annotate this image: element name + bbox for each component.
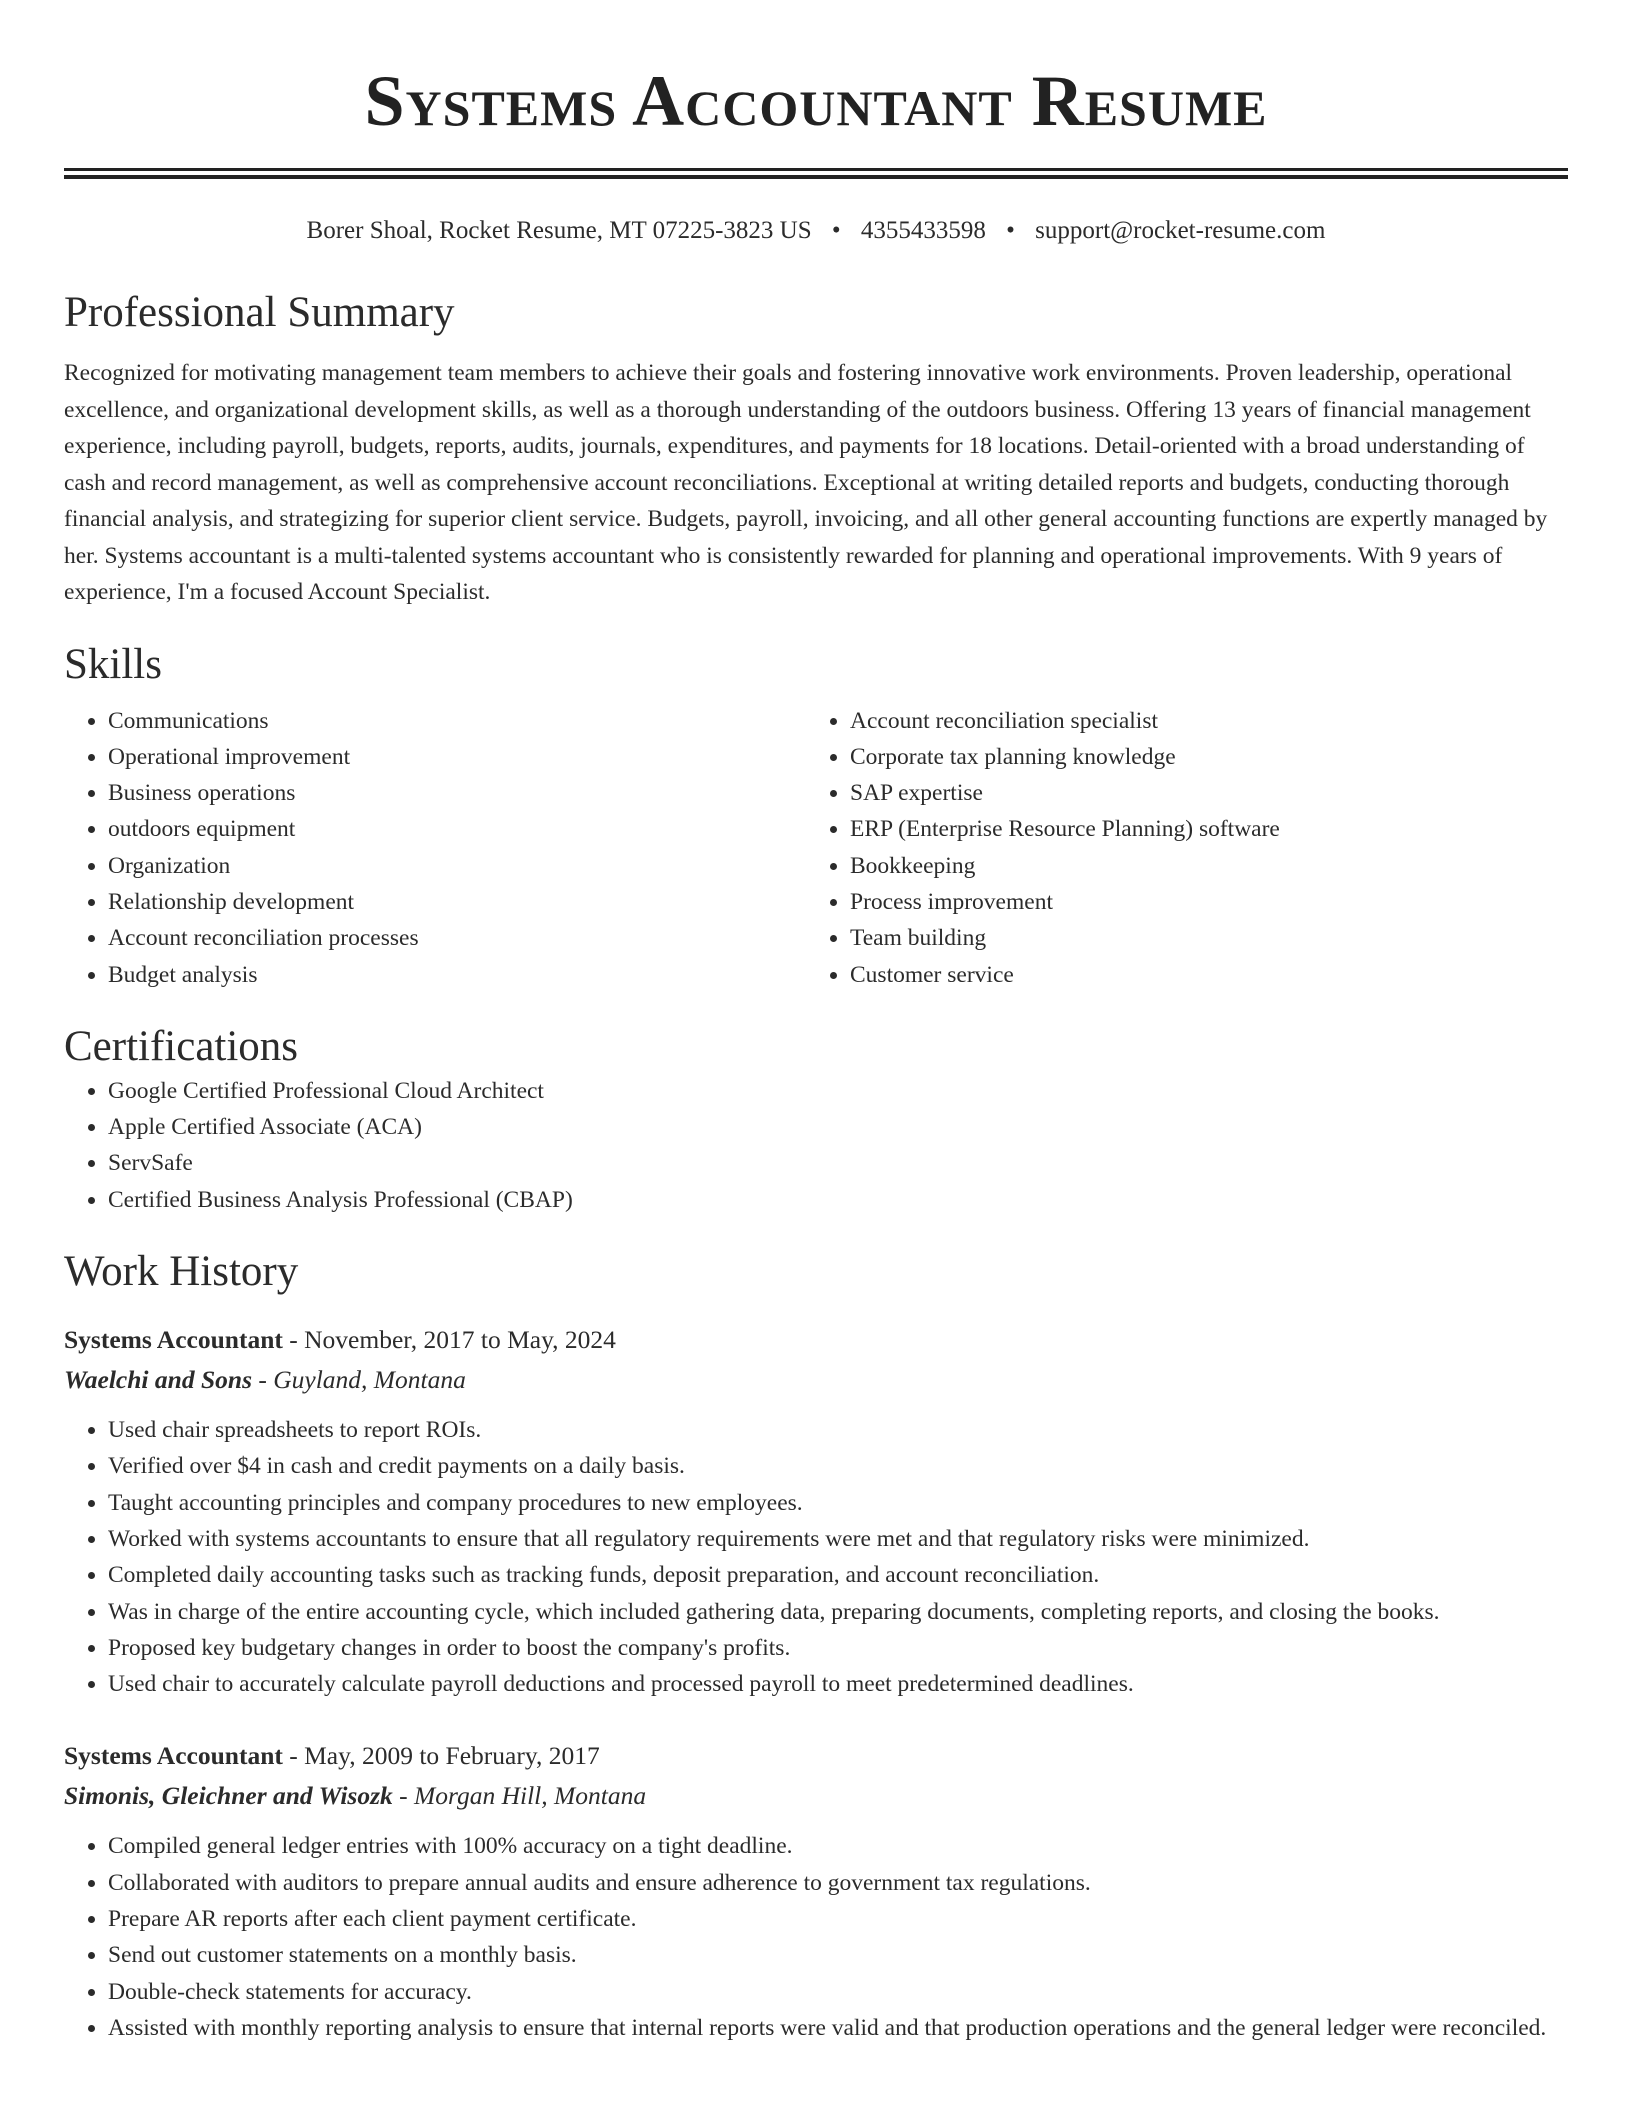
contact-address: Borer Shoal, Rocket Resume, MT 07225-3823 US <box>306 217 812 244</box>
job-location: - Morgan Hill, Montana <box>399 1781 647 1811</box>
job-duty-item: • Completed daily accounting tasks such as tracking funds, deposit preparation, and account reconciliation. <box>108 1557 1568 1593</box>
job-duty-item: • Used chair to accurately calculate payroll deductions and processed payroll to meet predetermined deadlines. <box>108 1666 1568 1702</box>
job-company-line <box>64 1360 1568 1400</box>
resume-title: Systems Accountant Resume <box>364 61 1268 141</box>
skill-item: • Account reconciliation processes <box>108 920 806 956</box>
job-company: Simonis, Gleichner and Wisozk <box>64 1781 393 1811</box>
job-location: - Guyland, Montana <box>258 1365 466 1395</box>
skill-item: • ERP (Enterprise Resource Planning) software <box>850 811 1548 847</box>
summary-text: Recognized for motivating management team members to achieve their goals and fostering innovative work environments. Proven leadership, operational excellence, and organizational development skills, as well as a thorough understanding of the outdoors business. Offering 13 years of financial management experience, including payroll, budgets, reports, audits, journals, expenditures, and payments for 18 locations. Detail-oriented with a broad understanding of cash and record management, as well as comprehensive account reconciliations. Exceptional at writing detailed reports and budgets, conducting thorough financial analysis, and strategizing for superior client service. Budgets, payroll, invoicing, and all other general accounting functions are expertly managed by her. Systems accountant is a multi-talented systems accountant who is consistently rewarded for planning and operational improvements. With 9 years of experience, I'm a focused Account Specialist. <box>64 360 1548 605</box>
job-dates: - May, 2009 to February, 2017 <box>289 1741 600 1771</box>
skill-item: • Process improvement <box>850 884 1548 920</box>
job-duties-list <box>64 1412 1568 1702</box>
job-duty-item: • Collaborated with auditors to prepare annual audits and ensure adherence to government tax regulations. <box>108 1865 1568 1901</box>
certification-item: • Certified Business Analysis Professional (CBAP) <box>108 1182 1568 1218</box>
skill-item: • Organization <box>108 848 806 884</box>
skill-item: • outdoors equipment <box>108 811 806 847</box>
job-dates: - November, 2017 to May, 2024 <box>289 1325 616 1355</box>
skill-item: • Account reconciliation specialist <box>850 703 1548 739</box>
skills-heading: Skills <box>64 640 162 688</box>
skill-item: • Corporate tax planning knowledge <box>850 739 1548 775</box>
job-duty-item: • Send out customer statements on a monthly basis. <box>108 1937 1568 1973</box>
job-duty-item: • Was in charge of the entire accounting cycle, which included gathering data, preparing documents, completing reports, and closing the books. <box>108 1594 1568 1630</box>
job-duty-item: • Double-check statements for accuracy. <box>108 1974 1568 2010</box>
contact-phone: 4355433598 <box>860 217 986 244</box>
skill-item: • Operational improvement <box>108 739 806 775</box>
skill-item: • Communications <box>108 703 806 739</box>
summary-heading: Professional Summary <box>64 289 455 336</box>
job-company-line <box>64 1776 1568 1816</box>
contact-separator: • <box>1006 217 1015 244</box>
work-history-heading: Work History <box>64 1248 299 1296</box>
job-duty-item: • Used chair spreadsheets to report ROIs. <box>108 1412 1568 1448</box>
certification-item: • Apple Certified Associate (ACA) <box>108 1109 1568 1145</box>
contact-line <box>64 215 1568 247</box>
skills-grid <box>64 703 1568 993</box>
title-double-rule <box>64 168 1568 179</box>
contact-email: support@rocket-resume.com <box>1035 217 1326 244</box>
skill-item: • Business operations <box>108 775 806 811</box>
job-duty-item: • Assisted with monthly reporting analysis to ensure that internal reports were valid and that production operations and the general ledger were reconciled. <box>108 2010 1568 2046</box>
skill-item: • Relationship development <box>108 884 806 920</box>
job-company: Waelchi and Sons <box>64 1365 252 1395</box>
job-entry <box>64 1736 1568 2046</box>
job-title: Systems Accountant <box>64 1325 283 1355</box>
skill-item: • Budget analysis <box>108 957 806 993</box>
certifications-heading: Certifications <box>64 1022 299 1070</box>
job-title-line <box>64 1320 1568 1360</box>
job-duty-item: • Compiled general ledger entries with 100% accuracy on a tight deadline. <box>108 1828 1568 1864</box>
job-duty-item: • Proposed key budgetary changes in order to boost the company's profits. <box>108 1630 1568 1666</box>
contact-separator: • <box>831 217 841 244</box>
skill-item: • Team building <box>850 920 1548 956</box>
job-title: Systems Accountant <box>64 1741 283 1771</box>
job-duties-list <box>64 1828 1568 2046</box>
job-duty-item: • Worked with systems accountants to ensure that all regulatory requirements were met and that regulatory risks were minimized. <box>108 1521 1568 1557</box>
job-title-line <box>64 1736 1568 1776</box>
job-duty-item: • Taught accounting principles and company procedures to new employees. <box>108 1485 1568 1521</box>
job-duty-item: • Prepare AR reports after each client payment certificate. <box>108 1901 1568 1937</box>
job-duty-item: • Verified over $4 in cash and credit payments on a daily basis. <box>108 1448 1568 1484</box>
job-entry <box>64 1320 1568 1702</box>
certifications-list <box>64 1073 1568 1218</box>
certification-item: • Google Certified Professional Cloud Architect <box>108 1073 1568 1109</box>
skill-item: • Bookkeeping <box>850 848 1548 884</box>
skill-item: • SAP expertise <box>850 775 1548 811</box>
skill-item: • Customer service <box>850 957 1548 993</box>
skills-list-right <box>806 703 1548 993</box>
skills-list-left <box>64 703 806 993</box>
certification-item: • ServSafe <box>108 1145 1568 1181</box>
